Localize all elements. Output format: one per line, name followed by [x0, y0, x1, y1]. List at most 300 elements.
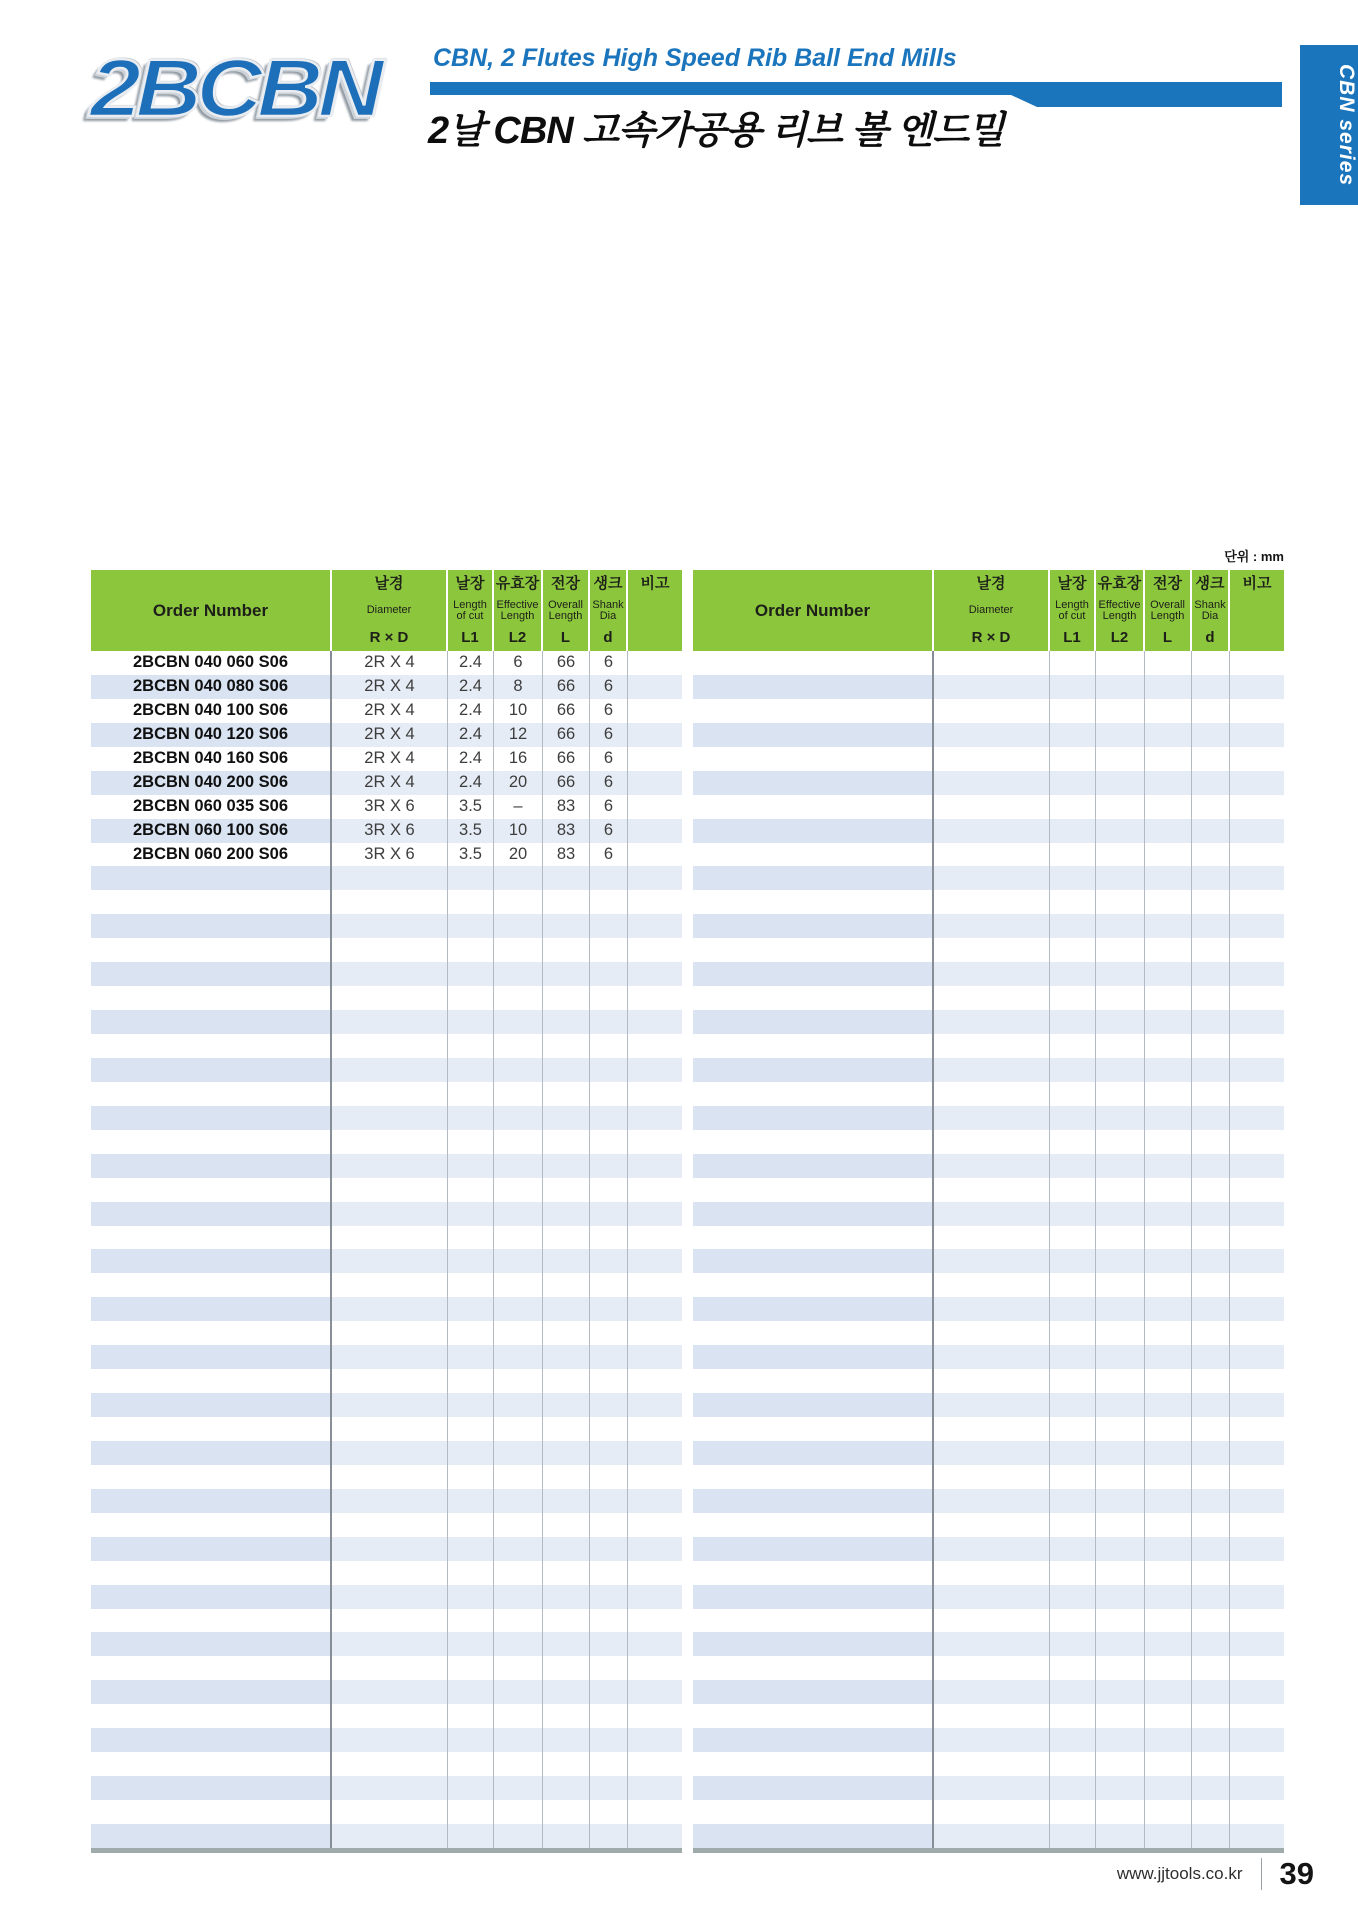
- header-overall-length: [543, 570, 590, 651]
- shank-dia-cell: [1192, 1537, 1230, 1561]
- remarks-cell: [628, 1441, 682, 1465]
- effective-length-cell: [1096, 914, 1145, 938]
- remarks-cell: [628, 1369, 682, 1393]
- diameter-cell: [332, 1034, 448, 1058]
- diameter-cell: [332, 1776, 448, 1800]
- order-number-cell: [693, 1513, 934, 1537]
- shank-dia-cell: [1192, 1417, 1230, 1441]
- effective-length-cell: [494, 1297, 543, 1321]
- remarks-cell: [628, 771, 682, 795]
- order-number-cell: 2BCBN 040 160 S06: [91, 747, 332, 771]
- diameter-cell: [934, 1249, 1050, 1273]
- header-overall-length: [1145, 570, 1192, 651]
- length-of-cut-cell: [1050, 1226, 1096, 1250]
- header-symbol-label: L1: [1063, 629, 1081, 646]
- order-number-cell: [91, 1776, 332, 1800]
- shank-dia-cell: [590, 1609, 628, 1633]
- length-of-cut-cell: [1050, 1034, 1096, 1058]
- effective-length-cell: [494, 1321, 543, 1345]
- table-row: [91, 843, 682, 867]
- remarks-cell: [1230, 1632, 1284, 1656]
- order-number-cell: [91, 938, 332, 962]
- series-tab-label: CBN series: [1300, 45, 1358, 205]
- length-of-cut-cell: [1050, 1130, 1096, 1154]
- effective-length-cell: 16: [494, 747, 543, 771]
- remarks-cell: [628, 914, 682, 938]
- length-of-cut-cell: [1050, 1489, 1096, 1513]
- shank-dia-cell: [590, 1058, 628, 1082]
- shank-dia-cell: [1192, 962, 1230, 986]
- order-number-cell: [91, 1537, 332, 1561]
- diameter-cell: [934, 914, 1050, 938]
- table-bottom-bar: [693, 1848, 1284, 1853]
- table-row: [91, 1321, 682, 1345]
- shank-dia-cell: [1192, 1369, 1230, 1393]
- length-of-cut-cell: [448, 962, 494, 986]
- length-of-cut-cell: 2.4: [448, 771, 494, 795]
- effective-length-cell: [1096, 1178, 1145, 1202]
- title-korean: 2날 CBN 고속가공용 리브 볼 엔드밀: [428, 110, 1004, 152]
- order-number-cell: [693, 675, 934, 699]
- remarks-cell: [1230, 795, 1284, 819]
- shank-dia-cell: [1192, 1297, 1230, 1321]
- table-row: [91, 723, 682, 747]
- effective-length-cell: 12: [494, 723, 543, 747]
- effective-length-cell: [1096, 1010, 1145, 1034]
- order-number-cell: [693, 795, 934, 819]
- table-header: [693, 570, 1284, 651]
- shank-dia-cell: [590, 1776, 628, 1800]
- effective-length-cell: [1096, 1226, 1145, 1250]
- effective-length-cell: [494, 1226, 543, 1250]
- effective-length-cell: [1096, 1776, 1145, 1800]
- remarks-cell: [1230, 1154, 1284, 1178]
- shank-dia-cell: [590, 1656, 628, 1680]
- length-of-cut-cell: [1050, 1297, 1096, 1321]
- header-symbol-label: d: [603, 629, 613, 646]
- diameter-cell: 3R X 6: [332, 843, 448, 867]
- shank-dia-cell: [1192, 1465, 1230, 1489]
- effective-length-cell: [1096, 890, 1145, 914]
- order-number-cell: [693, 1393, 934, 1417]
- header-symbol-label: L2: [1110, 629, 1129, 646]
- effective-length-cell: [494, 1585, 543, 1609]
- table-row: [693, 747, 1284, 771]
- table-row: [91, 1202, 682, 1226]
- overall-length-cell: [1145, 843, 1192, 867]
- header-english-label: [1194, 600, 1225, 623]
- effective-length-cell: [1096, 1082, 1145, 1106]
- shank-dia-cell: [1192, 890, 1230, 914]
- remarks-cell: [1230, 723, 1284, 747]
- effective-length-cell: [494, 1537, 543, 1561]
- length-of-cut-cell: [448, 1417, 494, 1441]
- table-row: [91, 819, 682, 843]
- length-of-cut-cell: [1050, 1609, 1096, 1633]
- shank-dia-cell: [590, 1752, 628, 1776]
- order-number-cell: [693, 1728, 934, 1752]
- table-row: [693, 771, 1284, 795]
- order-number-cell: [91, 1010, 332, 1034]
- remarks-cell: [628, 1465, 682, 1489]
- overall-length-cell: [543, 1489, 590, 1513]
- length-of-cut-cell: [1050, 938, 1096, 962]
- overall-length-cell: [1145, 1226, 1192, 1250]
- diameter-cell: [332, 1154, 448, 1178]
- order-number-cell: [693, 1297, 934, 1321]
- length-of-cut-cell: [1050, 819, 1096, 843]
- length-of-cut-cell: [1050, 1752, 1096, 1776]
- effective-length-cell: [1096, 819, 1145, 843]
- overall-length-cell: [1145, 1130, 1192, 1154]
- table-row: [693, 1082, 1284, 1106]
- shank-dia-cell: [590, 1680, 628, 1704]
- diameter-cell: [934, 1321, 1050, 1345]
- order-number-cell: [91, 1130, 332, 1154]
- order-number-cell: [693, 1082, 934, 1106]
- order-number-cell: [91, 1752, 332, 1776]
- order-number-cell: [91, 1609, 332, 1633]
- overall-length-cell: 83: [543, 795, 590, 819]
- table-row: [91, 938, 682, 962]
- overall-length-cell: [543, 1082, 590, 1106]
- overall-length-cell: [1145, 1202, 1192, 1226]
- length-of-cut-cell: [1050, 723, 1096, 747]
- overall-length-cell: [1145, 675, 1192, 699]
- overall-length-cell: [543, 866, 590, 890]
- remarks-cell: [1230, 1585, 1284, 1609]
- effective-length-cell: [494, 1106, 543, 1130]
- remarks-cell: [628, 1178, 682, 1202]
- shank-dia-cell: [590, 1297, 628, 1321]
- remarks-cell: [628, 843, 682, 867]
- shank-dia-cell: [1192, 843, 1230, 867]
- order-number-cell: [91, 986, 332, 1010]
- overall-length-cell: [1145, 890, 1192, 914]
- length-of-cut-cell: [1050, 1058, 1096, 1082]
- order-number-cell: [91, 1800, 332, 1824]
- diameter-cell: [332, 1489, 448, 1513]
- overall-length-cell: [543, 1202, 590, 1226]
- table-row: [693, 1417, 1284, 1441]
- shank-dia-cell: [590, 1202, 628, 1226]
- table-row: [91, 986, 682, 1010]
- table-row: [91, 890, 682, 914]
- shank-dia-cell: [1192, 1130, 1230, 1154]
- diameter-cell: [332, 938, 448, 962]
- shank-dia-cell: [1192, 1321, 1230, 1345]
- shank-dia-cell: [1192, 699, 1230, 723]
- shank-dia-cell: [590, 1321, 628, 1345]
- diameter-cell: [332, 1178, 448, 1202]
- table-row: [91, 1441, 682, 1465]
- length-of-cut-cell: [448, 1010, 494, 1034]
- length-of-cut-cell: 2.4: [448, 747, 494, 771]
- table-row: [693, 1656, 1284, 1680]
- left-product-table: [91, 570, 682, 1853]
- order-number-cell: [91, 1489, 332, 1513]
- header-diameter: [332, 570, 448, 651]
- order-number-cell: [693, 1752, 934, 1776]
- order-number-cell: [693, 1154, 934, 1178]
- header-length-of-cut: [1050, 570, 1096, 651]
- effective-length-cell: [1096, 1345, 1145, 1369]
- table-row: [91, 1249, 682, 1273]
- header-english-line: Diameter: [968, 604, 1014, 617]
- overall-length-cell: [543, 1632, 590, 1656]
- shank-dia-cell: 6: [590, 723, 628, 747]
- overall-length-cell: [543, 1393, 590, 1417]
- order-number-cell: [91, 1273, 332, 1297]
- shank-dia-cell: [1192, 1034, 1230, 1058]
- length-of-cut-cell: [448, 1106, 494, 1130]
- remarks-cell: [1230, 771, 1284, 795]
- overall-length-cell: [543, 1561, 590, 1585]
- diameter-cell: [934, 651, 1050, 675]
- table-row: [91, 1369, 682, 1393]
- shank-dia-cell: 6: [590, 747, 628, 771]
- overall-length-cell: [543, 938, 590, 962]
- remarks-cell: [628, 866, 682, 890]
- overall-length-cell: [543, 1130, 590, 1154]
- diameter-cell: [934, 699, 1050, 723]
- diameter-cell: [934, 1130, 1050, 1154]
- overall-length-cell: [1145, 1656, 1192, 1680]
- table-row: [693, 1130, 1284, 1154]
- shank-dia-cell: [1192, 651, 1230, 675]
- length-of-cut-cell: [448, 1489, 494, 1513]
- table-row: [91, 1465, 682, 1489]
- effective-length-cell: [494, 938, 543, 962]
- remarks-cell: [1230, 651, 1284, 675]
- effective-length-cell: [1096, 1752, 1145, 1776]
- shank-dia-cell: [1192, 819, 1230, 843]
- order-number-cell: [91, 1417, 332, 1441]
- length-of-cut-cell: [1050, 1273, 1096, 1297]
- effective-length-cell: 10: [494, 819, 543, 843]
- overall-length-cell: [543, 1585, 590, 1609]
- table-row: [693, 1106, 1284, 1130]
- order-number-cell: [693, 1561, 934, 1585]
- remarks-cell: [1230, 1034, 1284, 1058]
- table-row: [693, 1297, 1284, 1321]
- remarks-cell: [628, 699, 682, 723]
- order-number-cell: [693, 1202, 934, 1226]
- length-of-cut-cell: [1050, 1513, 1096, 1537]
- header-korean-label: 유효장: [495, 575, 540, 592]
- header-length-of-cut: [448, 570, 494, 651]
- order-number-cell: [91, 1034, 332, 1058]
- order-number-cell: 2BCBN 060 035 S06: [91, 795, 332, 819]
- shank-dia-cell: [1192, 747, 1230, 771]
- length-of-cut-cell: [1050, 1010, 1096, 1034]
- effective-length-cell: [494, 1202, 543, 1226]
- remarks-cell: [628, 1393, 682, 1417]
- table-row: [693, 1776, 1284, 1800]
- effective-length-cell: [494, 1393, 543, 1417]
- diameter-cell: [934, 1297, 1050, 1321]
- shank-dia-cell: [1192, 1513, 1230, 1537]
- effective-length-cell: [1096, 1609, 1145, 1633]
- remarks-cell: [1230, 890, 1284, 914]
- effective-length-cell: [494, 1632, 543, 1656]
- header-english-label: [548, 600, 583, 623]
- order-number-cell: [693, 1704, 934, 1728]
- diameter-cell: [934, 1585, 1050, 1609]
- length-of-cut-cell: [1050, 1249, 1096, 1273]
- table-row: [693, 1058, 1284, 1082]
- length-of-cut-cell: [448, 1465, 494, 1489]
- effective-length-cell: [1096, 1393, 1145, 1417]
- overall-length-cell: [1145, 699, 1192, 723]
- diameter-cell: [332, 1082, 448, 1106]
- remarks-cell: [628, 1202, 682, 1226]
- order-number-cell: [91, 1680, 332, 1704]
- effective-length-cell: [1096, 1585, 1145, 1609]
- remarks-cell: [628, 1800, 682, 1824]
- table-row: [693, 1321, 1284, 1345]
- remarks-cell: [628, 1058, 682, 1082]
- order-number-cell: [693, 699, 934, 723]
- remarks-cell: [628, 1680, 682, 1704]
- order-number-cell: 2BCBN 060 100 S06: [91, 819, 332, 843]
- remarks-cell: [628, 986, 682, 1010]
- remarks-cell: [1230, 1417, 1284, 1441]
- table-row: [693, 1728, 1284, 1752]
- diameter-cell: [934, 1680, 1050, 1704]
- table-row: [693, 1824, 1284, 1848]
- table-row: [693, 795, 1284, 819]
- diameter-cell: [332, 1752, 448, 1776]
- diameter-cell: [332, 1345, 448, 1369]
- header-korean-label: 생크: [593, 575, 623, 592]
- remarks-cell: [628, 1106, 682, 1130]
- effective-length-cell: [494, 1728, 543, 1752]
- table-row: [693, 890, 1284, 914]
- remarks-cell: [628, 1417, 682, 1441]
- overall-length-cell: [543, 1034, 590, 1058]
- effective-length-cell: [1096, 1297, 1145, 1321]
- header-remarks: [628, 570, 682, 651]
- overall-length-cell: [1145, 1345, 1192, 1369]
- remarks-cell: [1230, 914, 1284, 938]
- table-row: [693, 1609, 1284, 1633]
- shank-dia-cell: [590, 1082, 628, 1106]
- order-number-cell: [693, 1609, 934, 1633]
- table-row: [91, 1513, 682, 1537]
- order-number-cell: [91, 1154, 332, 1178]
- overall-length-cell: [1145, 938, 1192, 962]
- length-of-cut-cell: 2.4: [448, 651, 494, 675]
- length-of-cut-cell: [448, 1632, 494, 1656]
- order-number-cell: [91, 1226, 332, 1250]
- length-of-cut-cell: [1050, 771, 1096, 795]
- diameter-cell: [934, 1273, 1050, 1297]
- remarks-cell: [1230, 1800, 1284, 1824]
- header-english-label: [453, 600, 487, 623]
- shank-dia-cell: 6: [590, 819, 628, 843]
- overall-length-cell: [543, 1273, 590, 1297]
- length-of-cut-cell: [448, 1513, 494, 1537]
- effective-length-cell: [1096, 866, 1145, 890]
- overall-length-cell: [543, 1680, 590, 1704]
- diameter-cell: [934, 1752, 1050, 1776]
- order-number-cell: 2BCBN 040 120 S06: [91, 723, 332, 747]
- effective-length-cell: [1096, 1058, 1145, 1082]
- remarks-cell: [1230, 1226, 1284, 1250]
- length-of-cut-cell: [1050, 866, 1096, 890]
- overall-length-cell: 83: [543, 819, 590, 843]
- diameter-cell: [934, 1202, 1050, 1226]
- diameter-cell: [332, 1465, 448, 1489]
- order-number-cell: [693, 1824, 934, 1848]
- effective-length-cell: [1096, 1561, 1145, 1585]
- shank-dia-cell: [1192, 1202, 1230, 1226]
- overall-length-cell: 66: [543, 699, 590, 723]
- length-of-cut-cell: [448, 1058, 494, 1082]
- remarks-cell: [1230, 1058, 1284, 1082]
- overall-length-cell: [543, 890, 590, 914]
- overall-length-cell: [543, 1249, 590, 1273]
- diameter-cell: [934, 890, 1050, 914]
- order-number-cell: [693, 819, 934, 843]
- length-of-cut-cell: [448, 1154, 494, 1178]
- diameter-cell: [332, 914, 448, 938]
- diameter-cell: [934, 1824, 1050, 1848]
- length-of-cut-cell: [1050, 1632, 1096, 1656]
- diameter-cell: [332, 1106, 448, 1130]
- order-number-cell: 2BCBN 040 060 S06: [91, 651, 332, 675]
- remarks-cell: [628, 747, 682, 771]
- header-korean-label: 날장: [1057, 575, 1087, 592]
- footer-website: www.jjtools.co.kr: [1116, 1864, 1243, 1883]
- effective-length-cell: [1096, 1537, 1145, 1561]
- shank-dia-cell: [590, 1273, 628, 1297]
- shank-dia-cell: [1192, 914, 1230, 938]
- length-of-cut-cell: [448, 1704, 494, 1728]
- diameter-cell: [332, 1585, 448, 1609]
- diameter-cell: [332, 1680, 448, 1704]
- remarks-cell: [1230, 675, 1284, 699]
- header-korean-label: 전장: [551, 575, 580, 592]
- length-of-cut-cell: 3.5: [448, 819, 494, 843]
- shank-dia-cell: [1192, 1632, 1230, 1656]
- overall-length-cell: [1145, 1632, 1192, 1656]
- remarks-cell: [1230, 1297, 1284, 1321]
- shank-dia-cell: [590, 1345, 628, 1369]
- overall-length-cell: [1145, 723, 1192, 747]
- length-of-cut-cell: [1050, 843, 1096, 867]
- length-of-cut-cell: [1050, 1800, 1096, 1824]
- remarks-cell: [1230, 1369, 1284, 1393]
- header-korean-label: 날경: [374, 575, 404, 592]
- length-of-cut-cell: [448, 1034, 494, 1058]
- remarks-cell: [1230, 1465, 1284, 1489]
- overall-length-cell: [1145, 1824, 1192, 1848]
- effective-length-cell: [1096, 1632, 1145, 1656]
- header-english-line: Shank: [592, 598, 624, 611]
- header-korean-label: 생크: [1195, 575, 1225, 592]
- table-row: [91, 1082, 682, 1106]
- table-row: [91, 1704, 682, 1728]
- order-number-cell: [91, 1824, 332, 1848]
- table-body: [693, 651, 1284, 1848]
- remarks-cell: [1230, 1321, 1284, 1345]
- header-english-line: of cut: [456, 610, 484, 622]
- length-of-cut-cell: 3.5: [448, 795, 494, 819]
- order-number-cell: [693, 1537, 934, 1561]
- diameter-cell: 2R X 4: [332, 699, 448, 723]
